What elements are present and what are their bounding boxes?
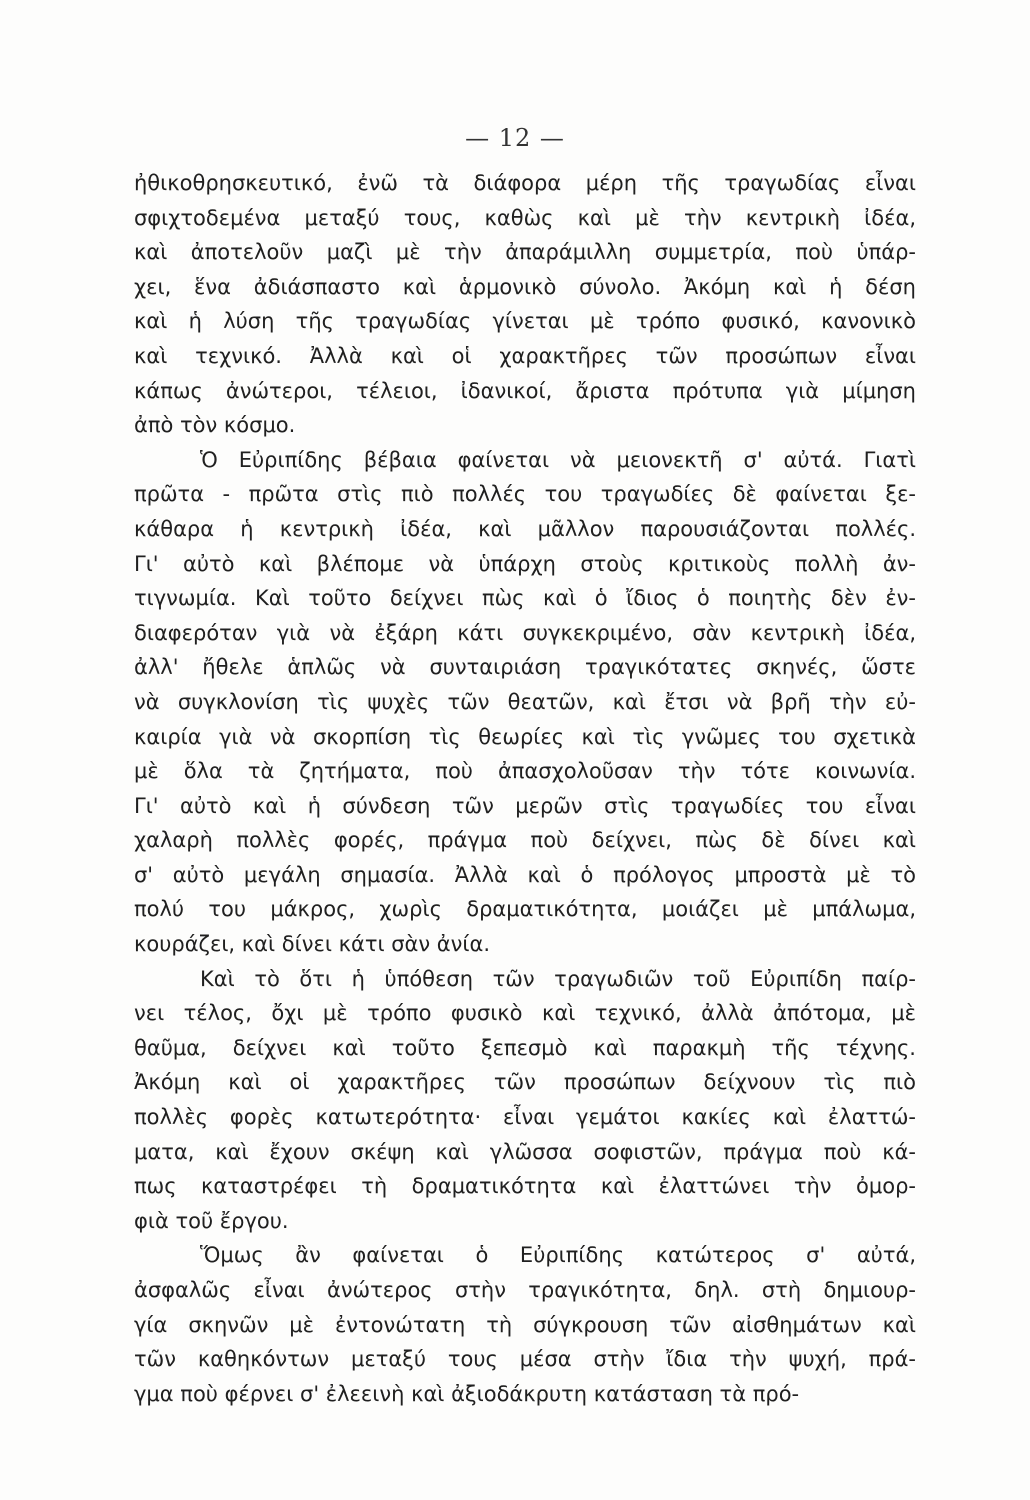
text-line: διαφερόταν γιὰ νὰ ἐξάρη κάτι συγκεκριμένο, σὰν κεντρικὴ ἰδέα, — [134, 620, 916, 645]
paragraph — [134, 443, 916, 962]
text-line: κάθαρα ἡ κεντρικὴ ἰδέα, καὶ μᾶλλον παρουσιάζονται πολλές. — [134, 516, 916, 541]
text-line: χει, ἕνα ἀδιάσπαστο καὶ ἁρμονικὸ σύνολο. Ἀκόμη καὶ ἡ δέση — [134, 274, 916, 299]
text-line: φιὰ τοῦ ἔργου. — [134, 1208, 289, 1233]
text-line: ἀπὸ τὸν κόσμο. — [134, 413, 296, 438]
text-line: χαλαρὴ πολλὲς φορές, πράγμα ποὺ δείχνει, πὼς δὲ δίνει καὶ — [134, 828, 916, 853]
text-line: πολλὲς φορὲς κατωτερότητα· εἶναι γεμάτοι κακίες καὶ ἐλαττώ- — [134, 1105, 916, 1130]
text-line: τιγνωμία. Καὶ τοῦτο δείχνει πὼς καὶ ὁ ἴδιος ὁ ποιητὴς δὲν ἐν- — [134, 586, 916, 611]
text-line: πρῶτα - πρῶτα στὶς πιὸ πολλές του τραγωδίες δὲ φαίνεται ξε- — [134, 482, 916, 507]
text-line: τῶν καθηκόντων μεταξύ τους μέσα στὴν ἴδια τὴν ψυχή, πρά- — [134, 1347, 916, 1372]
text-line: Καὶ τὸ ὅτι ἡ ὑπόθεση τῶν τραγωδιῶν τοῦ Εὐριπίδη παίρ- — [200, 966, 916, 991]
paragraph — [134, 962, 916, 1239]
paragraph — [134, 166, 916, 443]
text-line: Γι' αὐτὸ καὶ βλέπομε νὰ ὑπάρχη στοὺς κριτικοὺς πολλὴ ἀν- — [134, 551, 916, 576]
paragraph — [134, 1238, 916, 1411]
text-line: πολύ του μάκρος, χωρὶς δραματικότητα, μοιάζει μὲ μπάλωμα, — [134, 897, 916, 922]
text-line: γμα ποὺ φέρνει σ' ἐλεεινὴ καὶ ἀξιοδάκρυτη κατάσταση τὰ πρό- — [134, 1381, 800, 1406]
text-line: Ὁ Εὐριπίδης βέβαια φαίνεται νὰ μειονεκτῆ σ' αὐτά. Γιατὶ — [200, 447, 916, 472]
text-line: ἠθικοθρησκευτικό, ἐνῶ τὰ διάφορα μέρη τῆς τραγωδίας εἶναι — [134, 171, 916, 195]
text-line: γία σκηνῶν μὲ ἐντονώτατη τὴ σύγκρουση τῶν αἰσθημάτων καὶ — [134, 1312, 916, 1337]
text-line: ἀσφαλῶς εἶναι ἀνώτερος στὴν τραγικότητα, δηλ. στὴ δημιουρ- — [134, 1278, 916, 1302]
text-line: νὰ συγκλονίση τὶς ψυχὲς τῶν θεατῶν, καὶ ἔτσι νὰ βρῆ τὴν εὐ- — [134, 689, 916, 714]
text-line: ἀλλ' ἤθελε ἁπλῶς νὰ συνταιριάση τραγικότατες σκηνές, ὥστε — [134, 655, 916, 680]
text-line: καὶ ἀποτελοῦν μαζὶ μὲ τὴν ἀπαράμιλλη συμμετρία, ποὺ ὑπάρ- — [134, 240, 916, 265]
text-line: μὲ ὅλα τὰ ζητήματα, ποὺ ἀπασχολοῦσαν τὴν τότε κοινωνία. — [134, 759, 916, 784]
text-line: καὶ τεχνικό. Ἀλλὰ καὶ οἱ χαρακτῆρες τῶν προσώπων εἶναι — [134, 343, 916, 368]
text-line: καιρία γιὰ νὰ σκορπίση τὶς θεωρίες καὶ τὶς γνῶμες του σχετικὰ — [134, 724, 916, 749]
text-line: θαῦμα, δείχνει καὶ τοῦτο ξεπεσμὸ καὶ παρακμὴ τῆς τέχνης. — [134, 1035, 916, 1060]
text-line: νει τέλος, ὄχι μὲ τρόπο φυσικὸ καὶ τεχνικό, ἀλλὰ ἀπότομα, μὲ — [134, 1001, 916, 1026]
text-line: σφιχτοδεμένα μεταξύ τους, καθὼς καὶ μὲ τὴν κεντρικὴ ἰδέα, — [134, 205, 916, 230]
text-line: Ἀκόμη καὶ οἱ χαρακτῆρες τῶν προσώπων δείχνουν τὶς πιὸ — [134, 1070, 916, 1095]
page-number: — 12 — — [465, 124, 565, 152]
text-line: ματα, καὶ ἔχουν σκέψη καὶ γλῶσσα σοφιστῶν, πράγμα ποὺ κά- — [134, 1139, 916, 1164]
text-line: σ' αὐτὸ μεγάλη σημασία. Ἀλλὰ καὶ ὁ πρόλογος μπροστὰ μὲ τὸ — [134, 862, 916, 887]
text-line: κάπως ἀνώτεροι, τέλειοι, ἰδανικοί, ἄριστα πρότυπα γιὰ μίμηση — [134, 378, 916, 403]
text-line: Ὅμως ἂν φαίνεται ὁ Εὐριπίδης κατώτερος σ' αὐτά, — [200, 1243, 916, 1268]
text-line: πως καταστρέφει τὴ δραματικότητα καὶ ἐλαττώνει τὴν ὀμορ- — [134, 1174, 916, 1199]
text-line: Γι' αὐτὸ καὶ ἡ σύνδεση τῶν μερῶν στὶς τραγωδίες του εἶναι — [134, 793, 916, 818]
text-line: κουράζει, καὶ δίνει κάτι σὰν ἀνία. — [134, 932, 490, 957]
body-text — [134, 166, 916, 1411]
text-line: καὶ ἡ λύση τῆς τραγωδίας γίνεται μὲ τρόπο φυσικό, κανονικὸ — [134, 309, 916, 334]
